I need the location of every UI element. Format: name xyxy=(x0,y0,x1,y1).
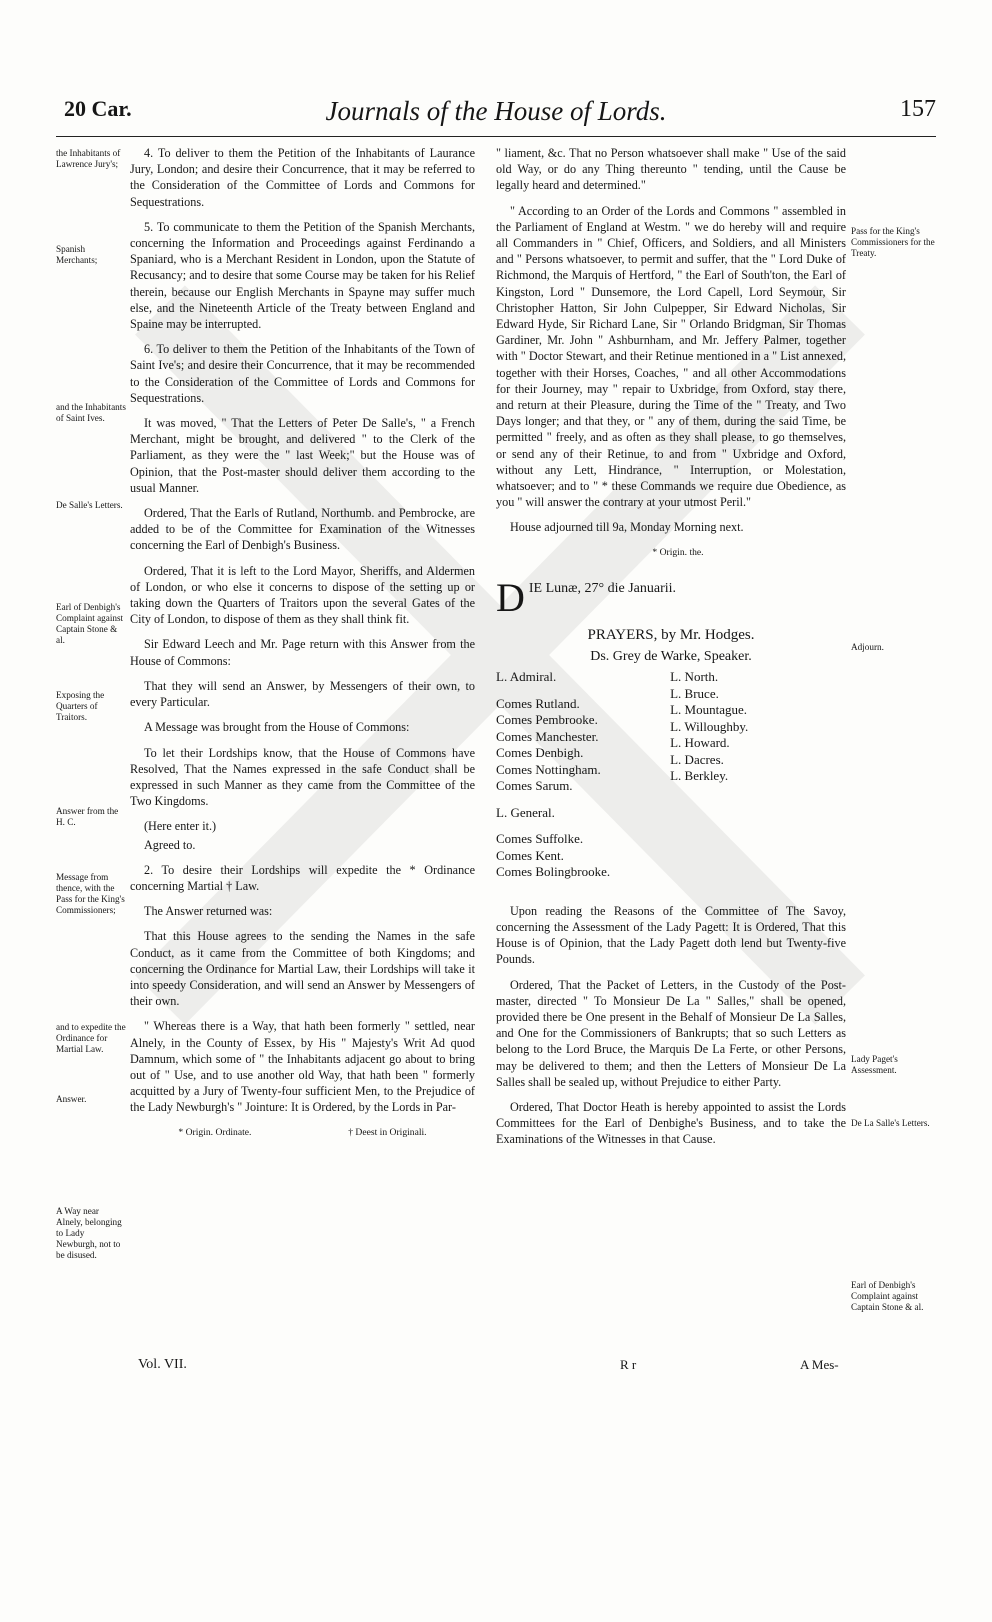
paragraph: 2. To desire their Lordships will expedite the * Ordinance concerning Martial † Law. xyxy=(130,862,475,893)
paragraph: That this House agrees to the sending the Names in the safe Conduct, as it came from the Committee of both Kingdoms; and concerning the Ordinance for Martial Law, their Lordships will take it into speedy Consideration, and will send an Answer by Messengers of their own. xyxy=(130,929,475,1009)
paragraph: It was moved, " That the Letters of Peter De Salle's, " a French Merchant, might be brought, and delivered " to the Clerk of the Parliament, as they were the " last Week;" but the House was of Opinion, that the Post-master should deliver them according to the usual Manner. xyxy=(130,416,475,495)
margin-note: Message from thence, with the Pass for the King's Commissioners; xyxy=(56,872,125,915)
attendee: L. Dacres. xyxy=(670,751,724,767)
day-heading-text: IE Lunæ, 27° die Januarii. xyxy=(528,580,677,596)
attendee: L. Willoughby. xyxy=(670,718,749,734)
regnal-year: 20 Car. xyxy=(64,96,132,121)
paragraph: Upon reading the Reasons of the Committee of The Savoy, concerning the Assessment of the Lady Pagett: It is Ordered, That this House is of Opinion, that the Lady Pagett doth lend but Twenty-five Pounds. xyxy=(496,903,846,967)
attendee: Comes Kent. xyxy=(496,847,564,863)
attendee: Comes Bolingbrooke. xyxy=(496,864,611,880)
attendee: L. North. xyxy=(670,669,719,685)
attendance-list xyxy=(496,669,846,881)
paragraph: Ordered, That it is left to the Lord Mayor, Sheriffs, and Aldermen of London, or who else it concerns to dispose of the setting up or taking down the Quarters of Traitors upon the several Gates of the City of London, to dispose of them as they shall think fit. xyxy=(130,563,475,627)
paragraph: " According to an Order of the Lords and Commons " assembled in the Parliament of England at Westm. " we do hereby will and require all Commanders in " Chief, Officers, and Soldiers, and all Ministers and " Persons whatsoever, to permit and suffer, that the " Lord Duke of Richmond, the Marquis of Hertford, " the Earl of South'ton, the Earl of Kingston, Lord " Dunsemore, the Lord Capell, Lord Seymour, Sir Christopher Hatton, Sir John Culpepper, Sir Edward Nicholas, Sir Edward Hyde, Sir Richard Lane, Sir " Orlando Bridgman, Sir Thomas Gardiner, Mr. John " Ashburnham, and Mr. Jeffery Palmer, together with " Doctor Stewart, and their Retinue mentioned in a " List annexed, together with their Horses, Coaches, " and all other Accommodations for their Journey, may " repair to Uxbridge, from Oxford, stay there, and return at their Pleasure, during the Time of the " Treaty, and Two Days longer; and that they, or " any of them, during the said Time, be permitted " freely, and as often as they shall please, to go themselves, or send any of their Retinue, to and from " Uxbridge and Oxford, without any Lett, Hindrance, " Interruption, or Molestation, whatsoever; and to " * these Commands we require due Obedience, as you " will answer the contrary at your utmost Peril." xyxy=(496,203,846,510)
margin-note: Lady Paget's Assessment. xyxy=(851,1054,898,1075)
attendee: Comes Rutland. xyxy=(496,695,580,711)
paragraph: A Message was brought from the House of Commons: xyxy=(144,720,410,735)
attendee: Comes Suffolke. xyxy=(496,831,584,847)
paragraph: The Answer returned was: xyxy=(144,904,273,919)
margin-note: Spanish Merchants; xyxy=(56,244,98,265)
left-column xyxy=(130,145,475,1145)
signature-mark: R r xyxy=(620,1357,637,1372)
adjournment: House adjourned till 9a, Monday Morning next. xyxy=(510,520,744,535)
margin-note: Earl of Denbigh's Complaint against Captain Stone & al. xyxy=(851,1280,924,1312)
margin-note: the Inhabitants of Lawrence Jury's; xyxy=(56,148,121,169)
margin-note: and to expedite the Ordinance for Martial Law. xyxy=(56,1022,126,1054)
margin-note: Pass for the King's Commissioners for the Treaty. xyxy=(851,226,935,258)
margin-note: Adjourn. xyxy=(851,642,884,652)
attendee: L. General. xyxy=(496,804,555,820)
paragraph: Sir Edward Leech and Mr. Page return with this Answer from the House of Commons: xyxy=(130,637,475,668)
footnote: * Origin. the. xyxy=(652,546,704,558)
margin-note: De Salle's Letters. xyxy=(56,500,123,510)
paragraph: Ordered, That the Earls of Rutland, Northumb. and Pembrocke, are added to be of the Committee for Examination of the Witnesses concerning the Earl of Denbigh's Business. xyxy=(130,506,475,553)
attendee: L. Berkley. xyxy=(670,768,729,784)
prayers-line: PRAYERS, by Mr. Hodges. xyxy=(587,626,755,643)
paragraph: " Whereas there is a Way, that hath been formerly " settled, near Alnely, in the County of Essex, by His " Majesty's Writ Ad quod Damnum, which some of " the Inhabitants adjacent go about to bring out of " Use, and to use another old Way, that hath been " formerly acquitted by a Jury of Twenty-four sufficient Men, to the Prejudice of the Lady Newburgh's " Jointure: It is Ordered, by the Lords in Par- xyxy=(130,1019,475,1115)
paragraph: 4. To deliver to them the Petition of the Inhabitants of Laurance Jury, London; and desire their Concurrence, that it may be referred to the Consideration of the Committee of Lords and Commons for Sequestrations. xyxy=(130,146,475,209)
margin-note: Answer. xyxy=(56,1094,87,1104)
margin-note: Exposing the Quarters of Traitors. xyxy=(56,690,105,722)
attendee: L. Mountague. xyxy=(670,702,748,718)
attendee: Comes Sarum. xyxy=(496,778,573,794)
paragraph: Agreed to. xyxy=(144,837,196,852)
right-column xyxy=(496,145,846,1157)
paragraph: To let their Lordships know, that the House of Commons have Resolved, That the Names expressed in the safe Conduct shall be expressed in such Manner as they came from the Committee of the Two Kingdoms. xyxy=(130,745,475,809)
margin-note: De La Salle's Letters. xyxy=(851,1118,930,1128)
attendee: L. Bruce. xyxy=(670,685,719,701)
paragraph: Ordered, That the Packet of Letters, in the Custody of the Post-master, directed " To Monsieur De La " Salles," shall be opened, provided there be One present in the Behalf of Monsieur De La Salles, and One for the Commissioners of Bankrupts; that so such Letters as belong to the Lord Bruce, the Marquis De La Ferte, or other Persons, may be delivered to them; and then the Letters of Monsieur De La Salles shall be sealed up, without Prejudice to either Party. xyxy=(496,977,846,1089)
attendee: Comes Denbigh. xyxy=(496,745,584,761)
attendee: L. Howard. xyxy=(670,735,730,751)
footnote: † Deest in Originali. xyxy=(348,1126,427,1138)
paragraph: That they will send an Answer, by Messengers of their own, to every Particular. xyxy=(130,678,475,710)
margin-note: Earl of Denbigh's Complaint against Captain Stone & al. xyxy=(56,602,124,645)
attendee: Comes Manchester. xyxy=(496,728,599,744)
speaker-line: Ds. Grey de Warke, Speaker. xyxy=(590,649,752,665)
attendee: L. Admiral. xyxy=(496,669,557,685)
journal-title: Journals of the House of Lords. xyxy=(325,96,667,126)
paragraph: Ordered, That Doctor Heath is hereby appointed to assist the Lords Committees for the Earl of Denbighe's Business, and to take the Examinations of the Witnesses in that Cause. xyxy=(496,1100,846,1147)
attendance-left xyxy=(496,669,610,881)
volume-label: Vol. VII. xyxy=(138,1357,187,1372)
paragraph: (Here enter it.) xyxy=(144,819,217,834)
margin-note: Answer from the H. C. xyxy=(56,806,119,827)
footnote: * Origin. Ordinate. xyxy=(178,1126,252,1138)
margin-note: A Way near Alnely, belonging to Lady Newburgh, not to be disused. xyxy=(56,1206,122,1260)
page-number: 157 xyxy=(900,96,936,122)
attendance-right xyxy=(670,669,748,881)
paragraph: " liament, &c. That no Person whatsoever shall make " Use of the said old Way, or do any Thing thereunto " tending, until the Cause be legally heard and determined." xyxy=(496,146,846,193)
running-head xyxy=(56,96,936,137)
paragraph: 6. To deliver to them the Petition of the Inhabitants of the Town of Saint Ive's; and desire their Concurrence, that it may be recommended to the Consideration of the Committee of Lords and Commons for Sequestrations. xyxy=(130,342,475,405)
attendee: Comes Pembrooke. xyxy=(496,712,598,728)
attendee: Comes Nottingham. xyxy=(496,761,601,777)
day-heading xyxy=(496,574,846,620)
catchword: A Mes- xyxy=(800,1357,839,1372)
margin-note: and the Inhabitants of Saint Ives. xyxy=(56,402,126,423)
paragraph: 5. To communicate to them the Petition of the Spanish Merchants, concerning the Information and Proceedings against Ferdinando a Spaniard, who is a Merchant Resident in London, upon the Statute of Recusancy; and to desire that some Course may be taken for his Relief therein, because our English Merchants in Spayne may suffer much else, and the Nineteenth Article of the Treaty between England and Spaine may be interrupted. xyxy=(130,219,475,332)
drop-cap: D xyxy=(496,574,525,620)
footnotes xyxy=(130,1125,475,1141)
